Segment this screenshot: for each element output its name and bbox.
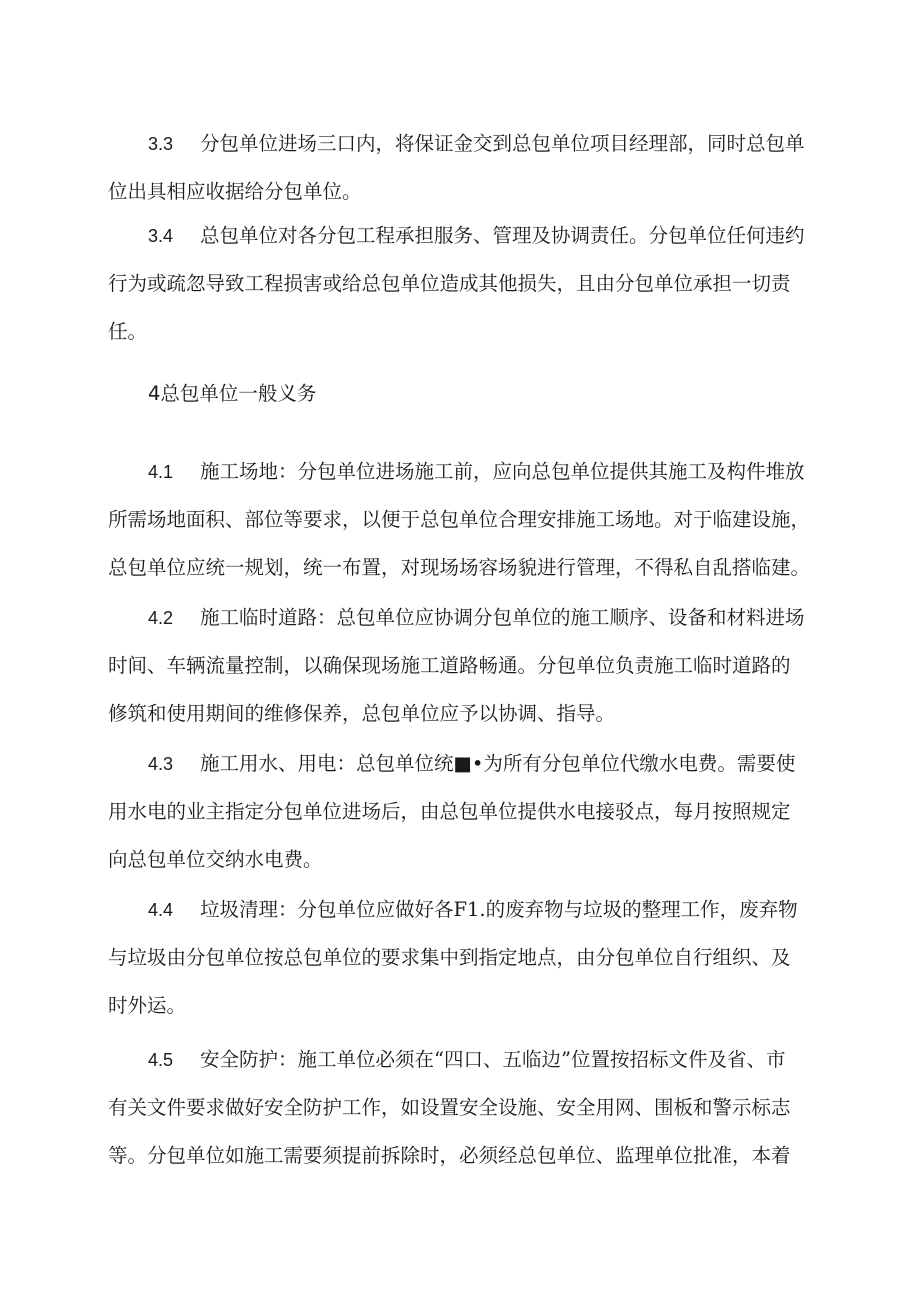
- clause-4-4: [108, 886, 816, 1030]
- clause-number: 4.4: [148, 900, 174, 920]
- clause-3-3: [108, 120, 816, 216]
- clause-3-4: [108, 212, 816, 356]
- clause-line: 4.1 施工场地：分包单位进场施工前，应向总包单位提供其施工及构件堆放: [108, 448, 816, 496]
- clause-number: 3.4: [148, 226, 174, 246]
- clause-number: 4.3: [148, 754, 174, 774]
- clause-line: 总包单位应统一规划，统一布置，对现场场容场貌进行管理，不得私自乱搭临建。: [108, 556, 811, 579]
- clause-line: 等。分包单位如施工需要须提前拆除时，必须经总包单位、监理单位批准，本着: [108, 1144, 791, 1167]
- clause-4-3: [108, 740, 816, 884]
- clause-line: 有关文件要求做好安全防护工作，如设置安全设施、安全用网、围板和警示标志: [108, 1096, 791, 1119]
- clause-number: 4.5: [148, 1050, 174, 1070]
- clause-line: 4.2 施工临时道路：总包单位应协调分包单位的施工顺序、设备和材料进场: [108, 594, 816, 642]
- clause-4-2: [108, 594, 816, 738]
- clause-line: 4.5 安全防护：施工单位必须在“四口、五临边”位置按招标文件及省、市: [108, 1036, 816, 1084]
- clause-line: 3.4 总包单位对各分包工程承担服务、管理及协调责任。分包单位任何违约: [108, 212, 816, 260]
- clause-4-5: [108, 1036, 816, 1180]
- clause-line: 4.4 垃圾清理：分包单位应做好各F1.的废弃物与垃圾的整理工作，废弃物: [108, 886, 816, 934]
- clause-line: 与垃圾由分包单位按总包单位的要求集中到指定地点，由分包单位自行组织、及: [108, 946, 791, 969]
- clause-line: 修筑和使用期间的维修保养，总包单位应予以协调、指导。: [108, 702, 616, 725]
- clause-4-1: [108, 448, 816, 592]
- clause-line: 向总包单位交纳水电费。: [108, 848, 323, 871]
- clause-line: 用水电的业主指定分包单位进场后，由总包单位提供水电接驳点，每月按照规定: [108, 800, 791, 823]
- clause-line: 任。: [108, 320, 148, 343]
- clause-line: 4.3 施工用水、用电：总包单位统■•为所有分包单位代缴水电费。需要使: [108, 740, 816, 788]
- section-heading: 4总包单位一般义务: [148, 382, 317, 405]
- clause-line: 所需场地面积、部位等要求，以便于总包单位合理安排施工场地。对于临建设施，: [108, 508, 811, 531]
- clause-line: 位出具相应收据给分包单位。: [108, 180, 362, 203]
- clause-line: 3.3 分包单位进场三口内，将保证金交到总包单位项目经理部，同时总包单: [108, 120, 816, 168]
- clause-line: 行为或疏忽导致工程损害或给总包单位造成其他损失，且由分包单位承担一切责: [108, 272, 791, 295]
- clause-number: 4.1: [148, 462, 174, 482]
- clause-line: 时外运。: [108, 994, 187, 1017]
- clause-number: 4.2: [148, 608, 174, 628]
- clause-number: 3.3: [148, 134, 174, 154]
- clause-line: 时间、车辆流量控制，以确保现场施工道路畅通。分包单位负责施工临时道路的: [108, 654, 791, 677]
